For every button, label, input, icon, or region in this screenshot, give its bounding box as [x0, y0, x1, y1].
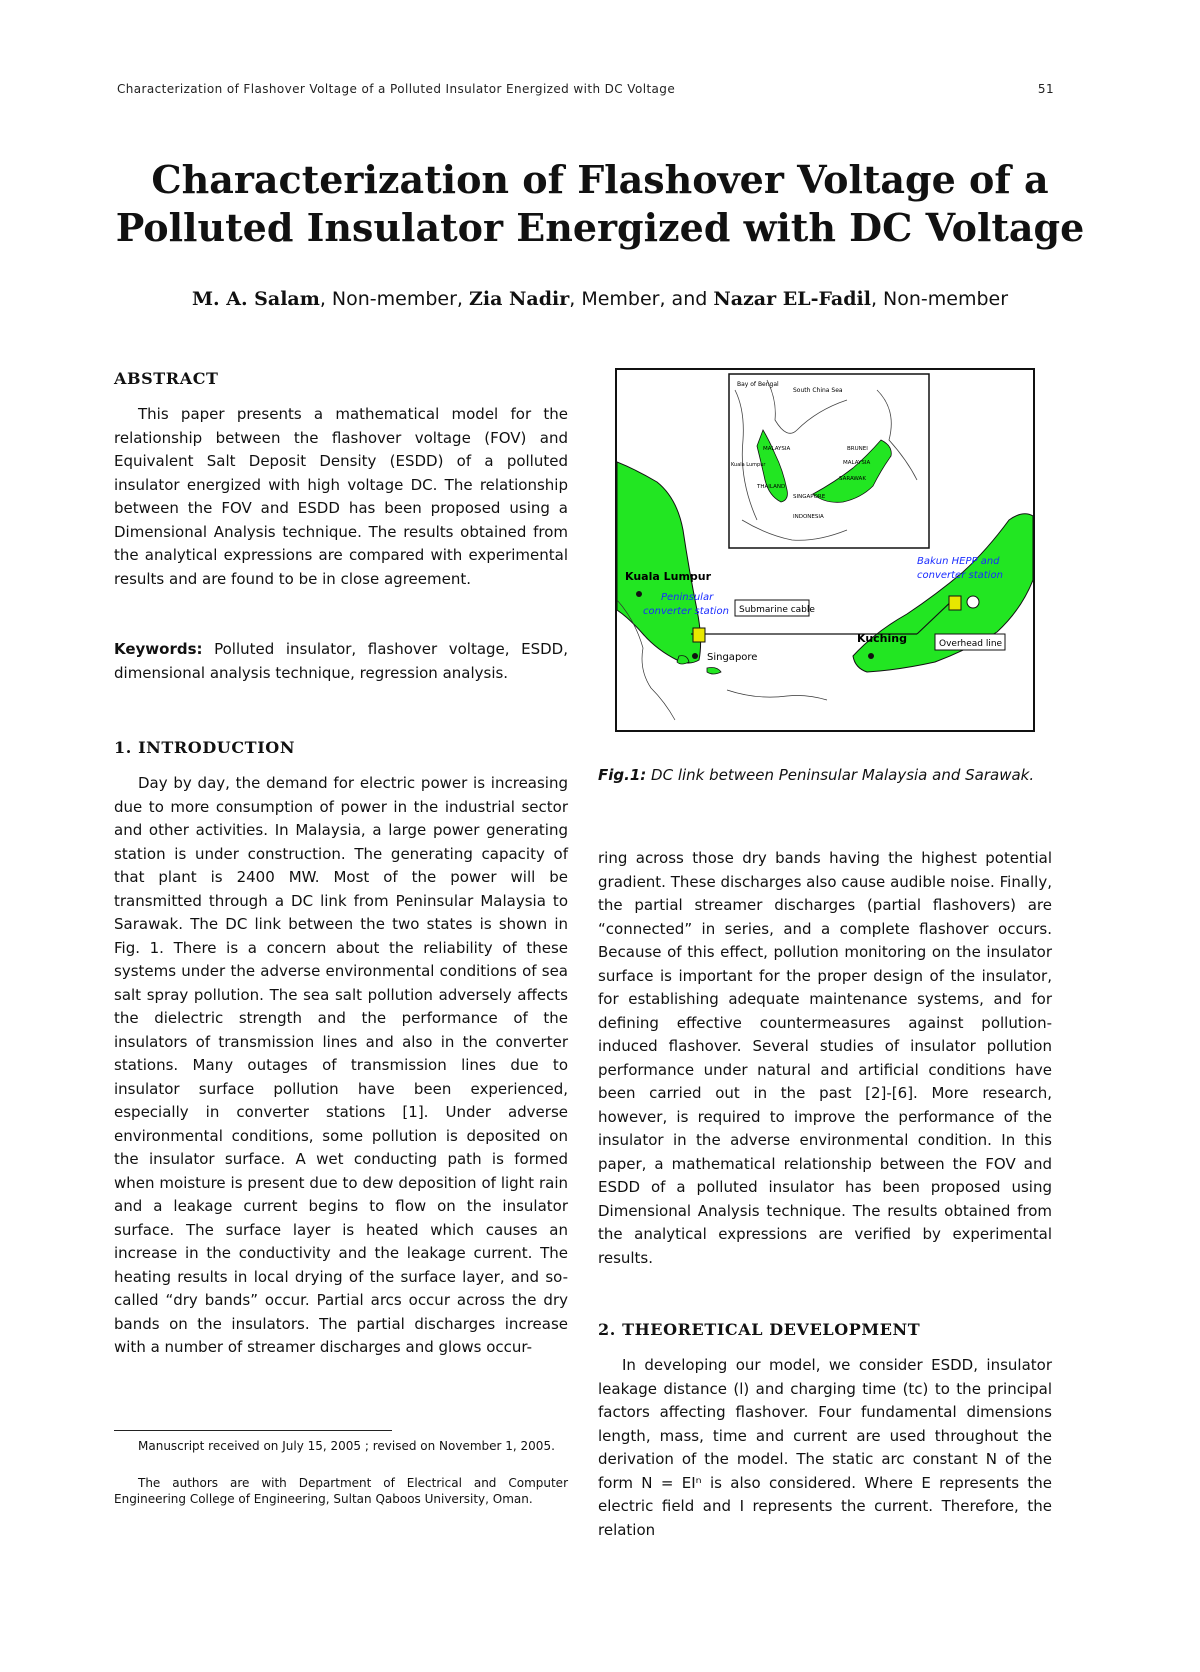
inset-label-south-china-sea: South China Sea: [793, 387, 843, 394]
inset-label-thailand: THAILAND: [757, 484, 786, 490]
author-1-role: , Non-member,: [319, 288, 470, 310]
kuching-dot: [868, 653, 874, 659]
hepp-icon: [967, 596, 979, 608]
paper-title-line-2: Polluted Insulator Energized with DC Voltage: [115, 205, 1085, 250]
label-singapore: Singapore: [707, 652, 758, 663]
abstract-heading: ABSTRACT: [114, 369, 219, 388]
running-head-title: Characterization of Flashover Voltage of a Polluted Insulator Energized with DC Voltage: [117, 82, 676, 96]
running-head: [117, 82, 1054, 96]
coast-islands: [727, 690, 827, 700]
singapore-dot: [692, 653, 698, 659]
author-list: [0, 288, 1200, 310]
inset-label-sarawak: SARAWAK: [839, 476, 866, 482]
converter-station-right-icon: [949, 596, 961, 610]
theoretical-development-text: In developing our model, we consider ESDD, insulator leakage distance (l) and charging time (tᴄ) to the principal factors affecting flashover. Four fundamental dimensions length, mass, time and current are used throughout the derivation of the model. The static arc constant N of the form N = EIⁿ is also considered. Where E represents the electric field and I represents the current. Therefore, the relation: [598, 1356, 1052, 1539]
inset-label-kl: Kuala Lumpur: [731, 462, 766, 468]
introduction-continued-text: ring across those dry bands having the highest potential gradient. These discharges also cause audible noise. Finally, the partial streamer discharges (partial flashovers) are “connected” in series, and a complete flashover occurs. Because of this effect, pollution monitoring on the insulator surface is important for the proper design of the insulator, for establishing adequate maintenance systems, and for defining effective countermeasures against pollution-induced flashover. Several studies of insulator pollution performance under natural and artificial conditions have been carried out in the past [2]-[6]. More research, however, is required to improve the performance of the insulator in the adverse environmental condition. In this paper, a mathematical relationship between the FOV and ESDD of a polluted insulator has been proposed using Dimensional Analysis technique. The results obtained from the analytical expressions are verified by experimental results.: [598, 849, 1052, 1267]
inset-label-singapore: SINGAPORE: [793, 494, 826, 500]
label-bakun: Bakun HEPP and: [917, 556, 1000, 567]
land-peninsular-malaysia: [617, 462, 701, 663]
land-island: [707, 668, 721, 675]
inset-label-malaysia-right: MALAYSIA: [843, 460, 871, 466]
inset-label-brunei: BRUNEI: [847, 446, 868, 452]
inset-frame: [729, 374, 929, 548]
inset-map: [729, 374, 929, 548]
inset-label-bay: Bay of Bengal: [737, 381, 779, 388]
author-3-name: Nazar EL-Fadil: [713, 288, 871, 310]
label-overhead-line: Overhead line: [939, 639, 1003, 649]
keywords: [114, 638, 568, 685]
author-2-role: , Member, and: [569, 288, 714, 310]
author-2-name: Zia Nadir: [469, 288, 570, 310]
footnote-affiliation: The authors are with Department of Electrical and Computer Engineering College of Engineering, Sultan Qaboos University, Oman.: [114, 1476, 568, 1506]
paper-title-line-1: Characterization of Flashover Voltage of a: [151, 157, 1049, 202]
page-number: 51: [1037, 82, 1054, 96]
label-converter-station-left: converter station: [643, 606, 729, 617]
author-1-name: M. A. Salam: [191, 288, 320, 310]
label-kuching: Kuching: [857, 632, 907, 645]
footnote-rule: [114, 1430, 392, 1431]
map-graphic: [617, 370, 1033, 730]
label-converter-station-right: converter station: [917, 570, 1003, 581]
introduction-heading: 1. INTRODUCTION: [114, 738, 296, 757]
theoretical-development-heading: 2. THEORETICAL DEVELOPMENT: [598, 1320, 921, 1339]
figure-caption: [598, 764, 1052, 787]
keywords-label: Keywords:: [114, 640, 203, 658]
paper-title: [0, 156, 1200, 252]
kuala-lumpur-dot: [636, 591, 642, 597]
figure-caption-label: Fig.1:: [598, 766, 647, 784]
inset-label-indonesia: INDONESIA: [793, 514, 824, 520]
author-3-role: , Non-member: [870, 288, 1009, 310]
converter-station-left-icon: [693, 628, 705, 642]
abstract-text: This paper presents a mathematical model for the relationship between the flashover voltage (FOV) and Equivalent Salt Deposit Density (ESDD) of a polluted insulator energized with high voltage DC. The relationship between the FOV and ESDD has been proposed using a Dimensional Analysis technique. The results obtained from the analytical expressions are compared with experimental results and are found to be in close agreement.: [114, 405, 568, 588]
introduction-text: Day by day, the demand for electric power is increasing due to more consumption of power in the industrial sector and other activities. In Malaysia, a large power generating station is under construction. The generating capacity of that plant is 2400 MW. Most of the power will be transmitted through a DC link from Peninsular Malaysia to Sarawak. The DC link between the two states is shown in Fig. 1. There is a concern about the reliability of these systems under the adverse environmental conditions of sea salt spray pollution. The sea salt pollution adversely affects the dielectric strength and the performance of the insulators of transmission lines and also in the converter stations. Many outages of transmission lines due to insulator surface pollution have been experienced, especially in converter stations [1]. Under adverse environmental conditions, some pollution is deposited on the insulator surface. A wet conducting path is formed when moisture is present due to dew deposition of light rain and a leakage current begins to flow on the insulator surface. The surface layer is heated which causes an increase in the conductivity and the leakage current. The heating results in local drying of the surface layer, and so-called “dry bands” occur. Partial arcs occur across the dry bands on the insulators. The partial discharges increase with a number of streamer discharges and glows occur-: [114, 774, 568, 1356]
figure-dc-link-map: [615, 368, 1035, 732]
label-kuala-lumpur: Kuala Lumpur: [625, 570, 712, 583]
label-peninsular: Peninsular: [661, 592, 714, 603]
inset-label-malaysia-left: MALAYSIA: [763, 446, 791, 452]
figure-caption-text: DC link between Peninsular Malaysia and Sarawak.: [646, 766, 1035, 784]
keywords-text: Polluted insulator, flashover voltage, ESDD, dimensional analysis technique, regression analysis.: [114, 640, 568, 682]
footnote-manuscript: Manuscript received on July 15, 2005 ; revised on November 1, 2005.: [138, 1439, 555, 1453]
label-submarine-cable: Submarine cable: [739, 605, 815, 615]
